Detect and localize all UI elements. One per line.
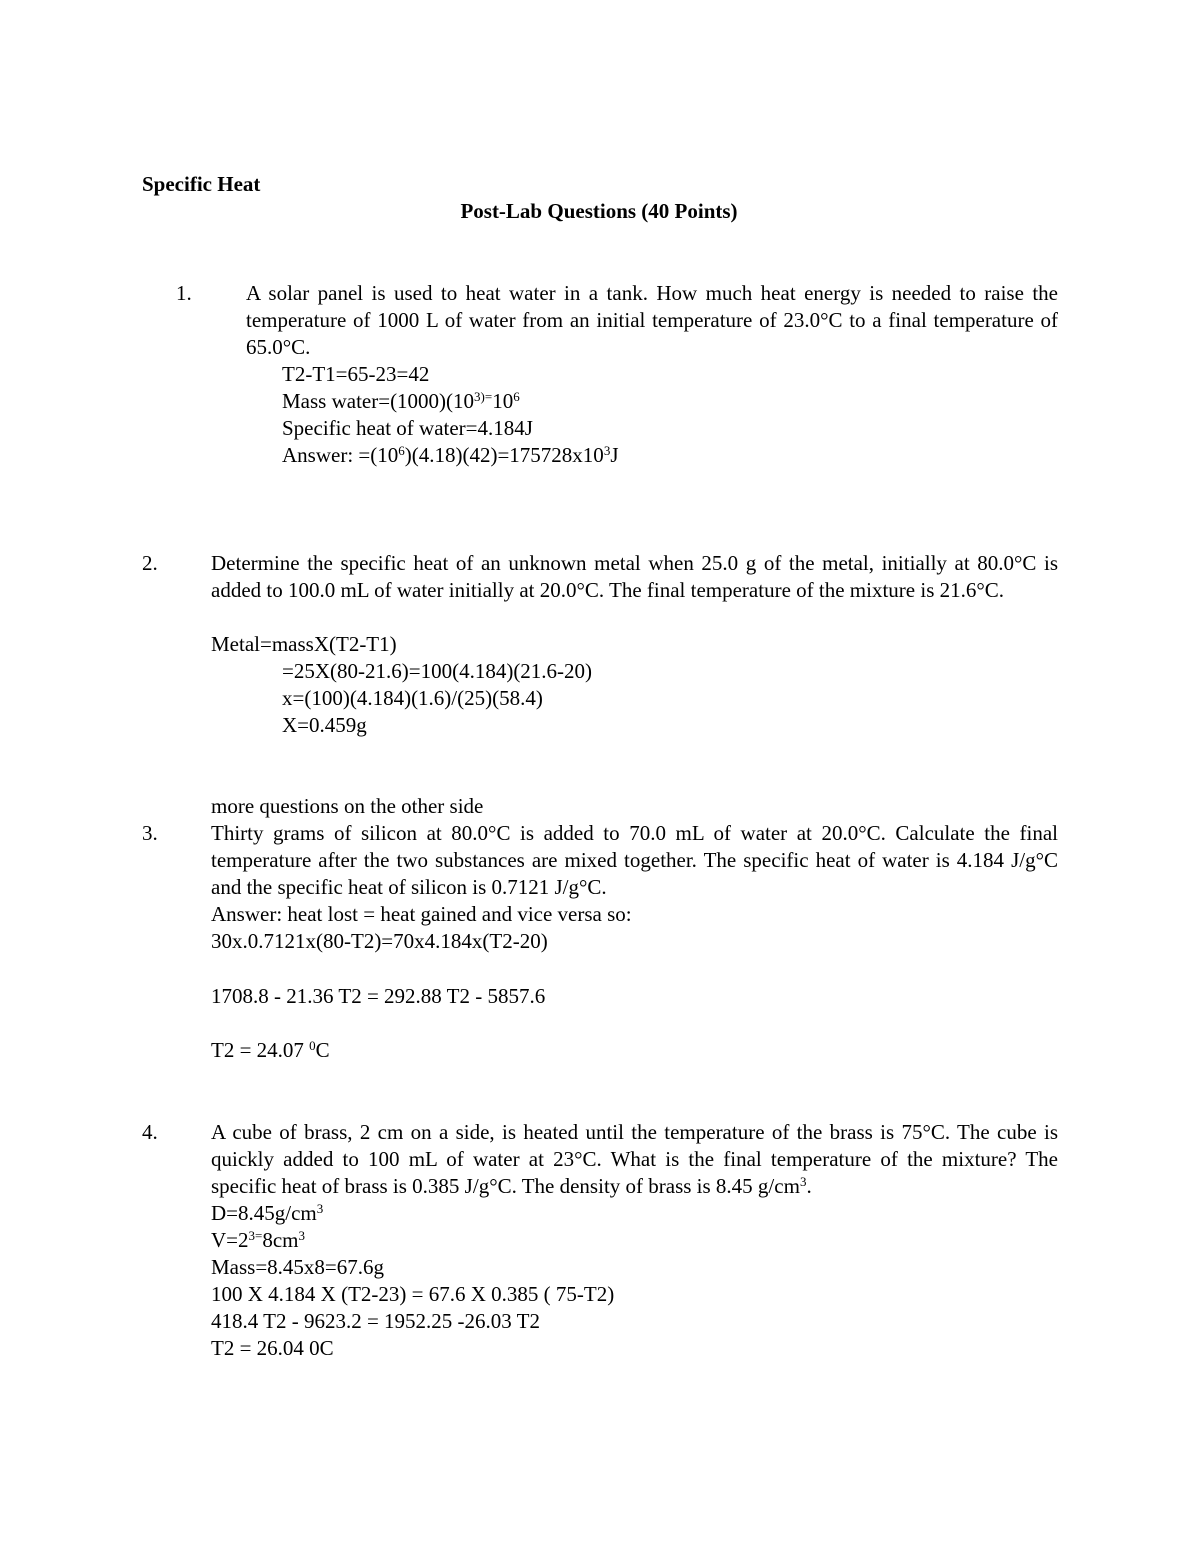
question-3-number: 3. bbox=[142, 821, 158, 845]
question-1-answer: Answer: $=(10^6)(4.18)(42)=175728x10^3J$ bbox=[282, 443, 619, 467]
question-3-answer: T2 = 24.07 $^0$C bbox=[211, 1038, 330, 1062]
question-2-work-line-2: =25X(80-21.6)=100(4.184)(21.6-20) bbox=[282, 659, 593, 683]
question-3-work-line-3: 1708.8 - 21.36 T2 = 292.88 T2 - 5857.6 bbox=[211, 984, 546, 1008]
question-4-work-line-3: Mass=8.45x8=67.6g bbox=[211, 1255, 385, 1279]
question-1-work-line-2: Mass $water=(1000)(10^{3)=}10^6$ bbox=[282, 389, 520, 413]
question-2-answer: X=0.459g bbox=[282, 713, 367, 737]
question-4-number: 4. bbox=[142, 1120, 158, 1144]
question-1-work-line-3: Specific heat of water=4.184J bbox=[282, 416, 533, 440]
question-4-work-line-4: 100 X 4.184 X (T2-23) = 67.6 X 0.385 ( 75-T2) bbox=[211, 1282, 615, 1306]
document-subtitle bbox=[0, 198, 1200, 225]
question-4-work-line-2: $V=2^{3=}8cm^3$ bbox=[211, 1228, 306, 1252]
question-2-work-line-1: Metal=massX(T2-T1) bbox=[211, 632, 397, 656]
question-4-work-line-1: $D=8.45g/cm^3$ bbox=[211, 1201, 324, 1225]
question-4-work-line-5: 418.4 T2 - 9623.2 = 1952.25 -26.03 T2 bbox=[211, 1309, 540, 1333]
document-title: Specific Heat bbox=[142, 172, 261, 196]
question-1-text: A solar panel is used to heat water in a tank. How much heat energy is needed to raise the temperature of 1000 L of water from an initial temperature of 23.0°C to a final temperature of 65.0°C. bbox=[246, 281, 1058, 359]
question-3-work-line-2: 30x.0.7121x(80-T2)=70x4.184x(T2-20) bbox=[211, 929, 548, 953]
question-3-text: Thirty grams of silicon at 80.0°C is added to 70.0 mL of water at 20.0°C. Calculate the final temperature after the two substances are mixed together. The specific heat of water is 4.184 J/g°C and the specific heat of silicon is 0.7121 J/g°C. bbox=[211, 821, 1058, 899]
other-side-note: more questions on the other side bbox=[211, 794, 484, 818]
question-2-work-line-3: x=(100)(4.184)(1.6)/(25)(58.4) bbox=[282, 686, 543, 710]
question-2-number: 2. bbox=[142, 551, 158, 575]
question-4-answer: T2 = 26.04 0C bbox=[211, 1336, 334, 1360]
document-subtitle-text: Post-Lab Questions (40 Points) bbox=[460, 199, 738, 223]
question-1-work-line-1: T2-T1=65-23=42 bbox=[282, 362, 430, 386]
question-4-text: A cube of brass, 2 cm on a side, is heated until the temperature of the brass is 75°C. The cube is quickly added to 100 mL of water at 23°C. What is the final temperature of the mixture? The specific heat of brass is 0.385 J/g°C. The density of brass is 8.45 $g/cm^3$. bbox=[211, 1120, 1058, 1198]
question-1-number: 1. bbox=[176, 281, 192, 305]
question-3-work-line-1: Answer: heat lost = heat gained and vice versa so: bbox=[211, 902, 632, 926]
question-2-text: Determine the specific heat of an unknown metal when 25.0 g of the metal, initially at 80.0°C is added to 100.0 mL of water initially at 20.0°C. The final temperature of the mixture is 21.6°C. bbox=[211, 551, 1058, 602]
